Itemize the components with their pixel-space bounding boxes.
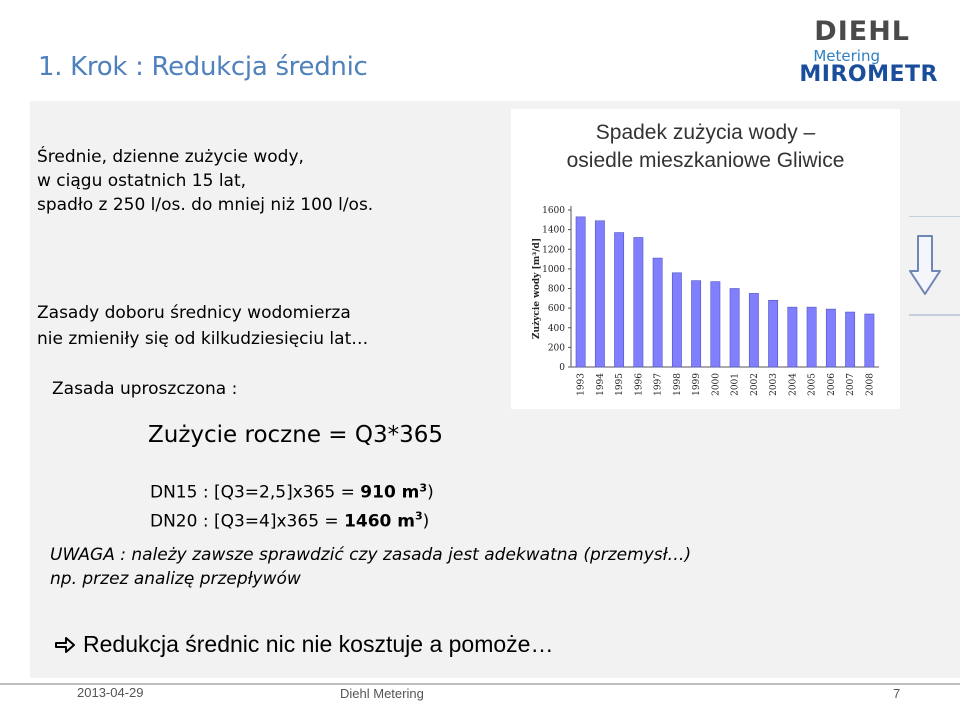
dn15-label: DN15 : [Q3=2,5]x365 =: [150, 482, 361, 503]
x-tick-label: 2008: [865, 373, 876, 396]
x-tick-label: 1998: [672, 373, 683, 396]
chart-title-line: Spadek zużycia wody –: [595, 121, 816, 144]
intro-line: spadło z 250 l/os. do mniej niż 100 l/os.: [37, 195, 374, 215]
bar: [788, 307, 797, 367]
dn15-line: [150, 476, 434, 505]
x-tick-label: 2002: [749, 373, 760, 396]
logo-diehl: DIEHL: [814, 16, 910, 47]
logo-mirometr: MIROMETR: [799, 62, 938, 87]
footer-date: 2013-04-29: [77, 685, 144, 700]
x-tick-label: 2006: [826, 373, 837, 396]
simplified-rule-label: Zasada uproszczona :: [52, 379, 238, 399]
conclusion-text: Redukcja średnic nic nie kosztuje a pomoże…: [83, 631, 554, 657]
warning-line: np. przez analizę przepływów: [50, 569, 301, 589]
x-tick-label: 1996: [634, 373, 645, 396]
bar: [711, 282, 720, 367]
x-tick-label: 1993: [576, 373, 587, 396]
x-tick-label: 2003: [769, 373, 780, 396]
bar: [826, 309, 835, 367]
x-tick-label: 2007: [846, 373, 857, 396]
dn15-sup: 3: [419, 481, 428, 494]
bar: [730, 289, 739, 368]
x-tick-label: 1997: [653, 373, 664, 396]
x-tick-label: 2004: [788, 373, 799, 396]
y-tick-label: 400: [547, 323, 565, 334]
bar: [865, 314, 874, 367]
y-tick-label: 1400: [542, 225, 565, 236]
chart-title-line: osiedle mieszkaniowe Gliwice: [566, 149, 845, 172]
footer-divider: [0, 683, 960, 685]
bar: [769, 300, 778, 367]
formula: Zużycie roczne = Q3*365: [148, 422, 444, 448]
bar: [576, 217, 585, 367]
page-number: 7: [893, 686, 901, 701]
y-tick-label: 1000: [542, 264, 565, 275]
diehl-mirometr-logo: [738, 14, 938, 86]
x-tick-label: 1995: [615, 373, 626, 396]
dn20-sup: 3: [415, 509, 423, 523]
dn-calculations: [150, 476, 434, 533]
bar: [692, 281, 701, 367]
warning-text: [50, 543, 691, 591]
bar: [653, 258, 662, 367]
water-usage-chart: [511, 109, 900, 409]
rules-text: [37, 300, 368, 352]
dn20-label: DN20 : [Q3=4]x365 =: [150, 511, 345, 532]
dn20-value: 1460 m: [344, 511, 416, 532]
rules-line: Zasady doboru średnicy wodomierza: [37, 303, 351, 323]
x-tick-label: 1994: [595, 373, 606, 396]
footer-company: Diehl Metering: [340, 686, 424, 701]
arrow-right-icon: [55, 636, 75, 654]
intro-text: [37, 145, 373, 217]
y-axis-label: Zużycie wody [m³/d]: [532, 237, 542, 340]
slide-title: 1. Krok : Redukcja średnic: [38, 52, 368, 82]
x-tick-label: 2001: [730, 373, 741, 396]
bar: [672, 273, 681, 367]
logo-metering: Metering: [813, 47, 880, 65]
bar: [749, 293, 758, 367]
bar: [595, 221, 604, 367]
y-tick-label: 200: [547, 343, 565, 354]
dn20-line: [150, 505, 434, 534]
chart-svg: [511, 109, 900, 409]
y-tick-label: 800: [547, 284, 565, 295]
y-tick-label: 600: [547, 304, 565, 315]
dn15-value: 910 m: [360, 482, 420, 503]
warning-line: UWAGA : należy zawsze sprawdzić czy zasada jest adekwatna (przemysł…): [50, 545, 692, 565]
bar: [634, 237, 643, 367]
rules-line: nie zmieniły się od kilkudziesięciu lat…: [37, 329, 369, 349]
x-tick-label: 1999: [692, 373, 703, 396]
intro-line: Średnie, dzienne zużycie wody,: [37, 147, 304, 167]
y-tick-label: 0: [559, 363, 565, 373]
bar: [807, 307, 816, 367]
intro-line: w ciągu ostatnich 15 lat,: [37, 171, 247, 191]
bar: [846, 312, 855, 367]
y-tick-label: 1600: [542, 206, 565, 216]
conclusion: [55, 631, 553, 658]
down-arrow-icon: [909, 216, 960, 316]
dn15-close: ): [427, 482, 434, 503]
y-tick-label: 1200: [542, 245, 565, 256]
x-tick-label: 2000: [711, 373, 722, 396]
bar: [615, 233, 624, 367]
x-tick-label: 2005: [807, 373, 818, 396]
dn20-close: ): [422, 511, 430, 532]
